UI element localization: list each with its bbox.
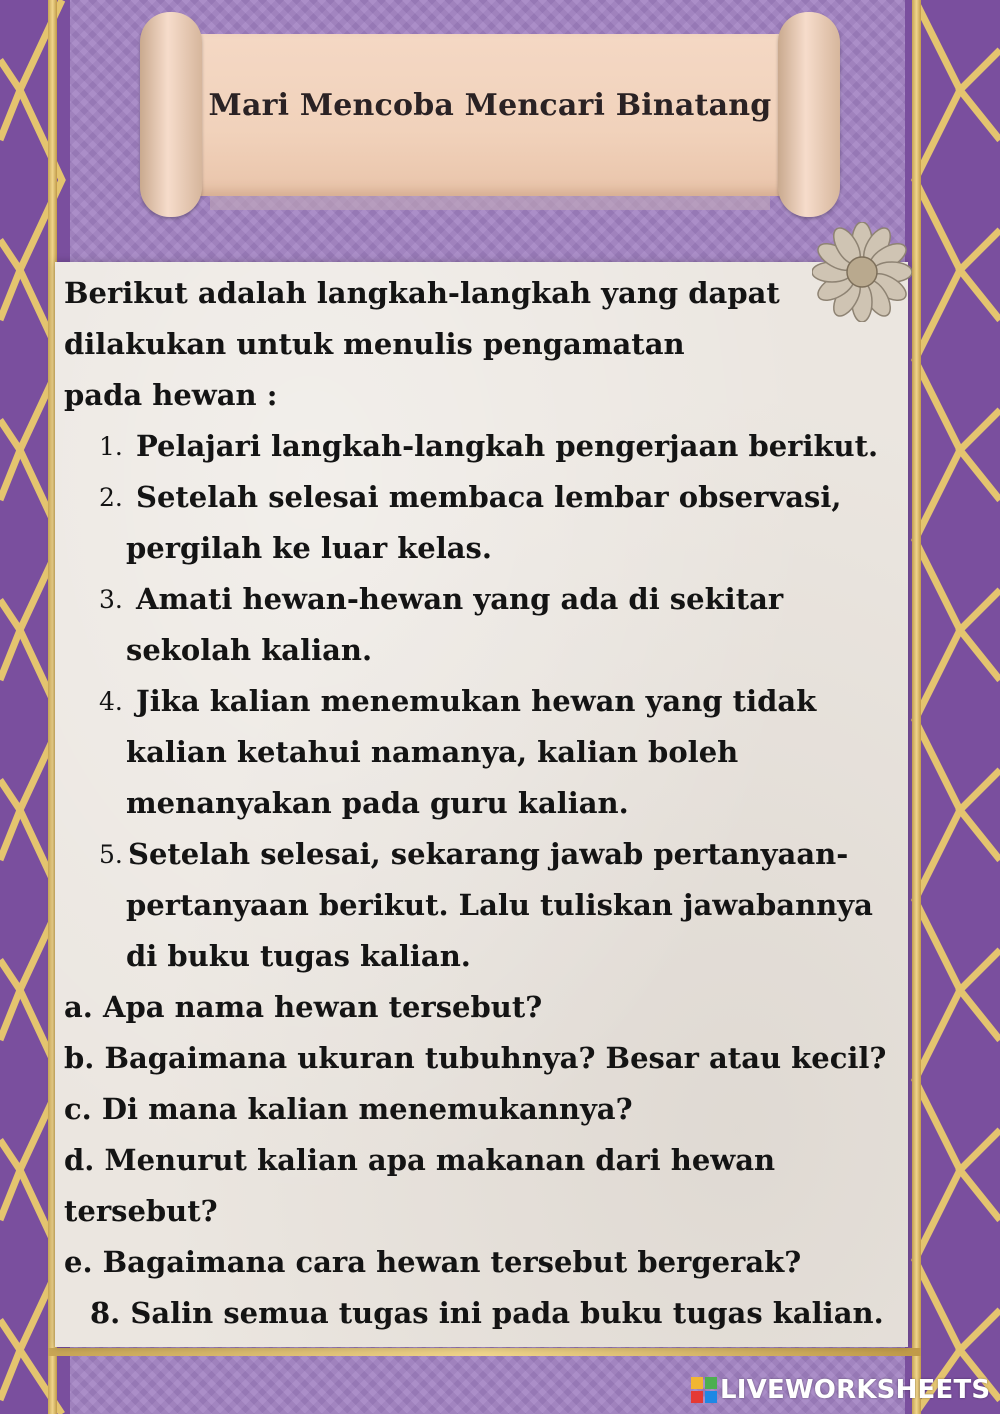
step-item xyxy=(64,676,904,829)
step-number: 2. xyxy=(99,483,123,512)
step-text: Jika kalian menemukan hewan yang tidak xyxy=(136,684,817,718)
question-b: b. Bagaimana ukuran tubuhnya? Besar atau kecil? xyxy=(64,1041,887,1075)
liveworksheets-logo-icon xyxy=(690,1376,718,1404)
step-item xyxy=(64,829,904,982)
intro-paragraph xyxy=(64,268,824,421)
instructions-content xyxy=(64,268,904,1339)
step-number: 4. xyxy=(99,687,123,716)
question-d: d. Menurut kalian apa makanan dari hewan xyxy=(64,1143,776,1177)
step-text: pergilah ke luar kelas. xyxy=(126,531,492,565)
question-a: a. Apa nama hewan tersebut? xyxy=(64,990,543,1024)
intro-line: pada hewan : xyxy=(64,378,278,412)
step-text: menanyakan pada guru kalian. xyxy=(126,786,629,820)
question-c: c. Di mana kalian menemukannya? xyxy=(64,1092,633,1126)
step-number: 3. xyxy=(99,585,123,614)
page-title: Mari Mencoba Mencari Binatang xyxy=(208,88,772,123)
scroll-shadow xyxy=(210,196,770,210)
step-text: di buku tugas kalian. xyxy=(126,939,471,973)
step-text: kalian ketahui namanya, kalian boleh xyxy=(126,735,739,769)
step-item xyxy=(64,421,904,472)
step-text: Pelajari langkah-langkah pengerjaan berikut. xyxy=(136,429,879,463)
bottom-gold-border xyxy=(48,1348,921,1356)
step-item xyxy=(64,574,904,676)
question-e: e. Bagaimana cara hewan tersebut bergerak? xyxy=(64,1245,802,1279)
steps-list xyxy=(64,421,904,982)
scroll-left-roll xyxy=(140,12,202,217)
step-item xyxy=(64,472,904,574)
liveworksheets-watermark[interactable] xyxy=(690,1372,990,1408)
question-d-continued: tersebut? xyxy=(64,1194,218,1228)
intro-line: dilakukan untuk menulis pengamatan xyxy=(64,327,685,361)
intro-line: Berikut adalah langkah-langkah yang dapat xyxy=(64,276,780,310)
watermark-text: LIVEWORKSHEETS xyxy=(720,1375,991,1405)
scroll-right-roll xyxy=(778,12,840,217)
right-gold-border xyxy=(912,0,921,1414)
step-text: Setelah selesai membaca lembar observasi, xyxy=(136,480,842,514)
title-scroll-banner xyxy=(140,12,840,222)
final-step: 8. Salin semua tugas ini pada buku tugas kalian. xyxy=(90,1296,884,1330)
step-text: sekolah kalian. xyxy=(126,633,373,667)
step-text: Setelah selesai, sekarang jawab pertanyaan- xyxy=(128,837,849,871)
step-number: 1. xyxy=(99,432,123,461)
step-text: pertanyaan berikut. Lalu tuliskan jawabannya xyxy=(126,888,873,922)
step-text: Amati hewan-hewan yang ada di sekitar xyxy=(136,582,784,616)
step-number: 5. xyxy=(99,840,123,869)
